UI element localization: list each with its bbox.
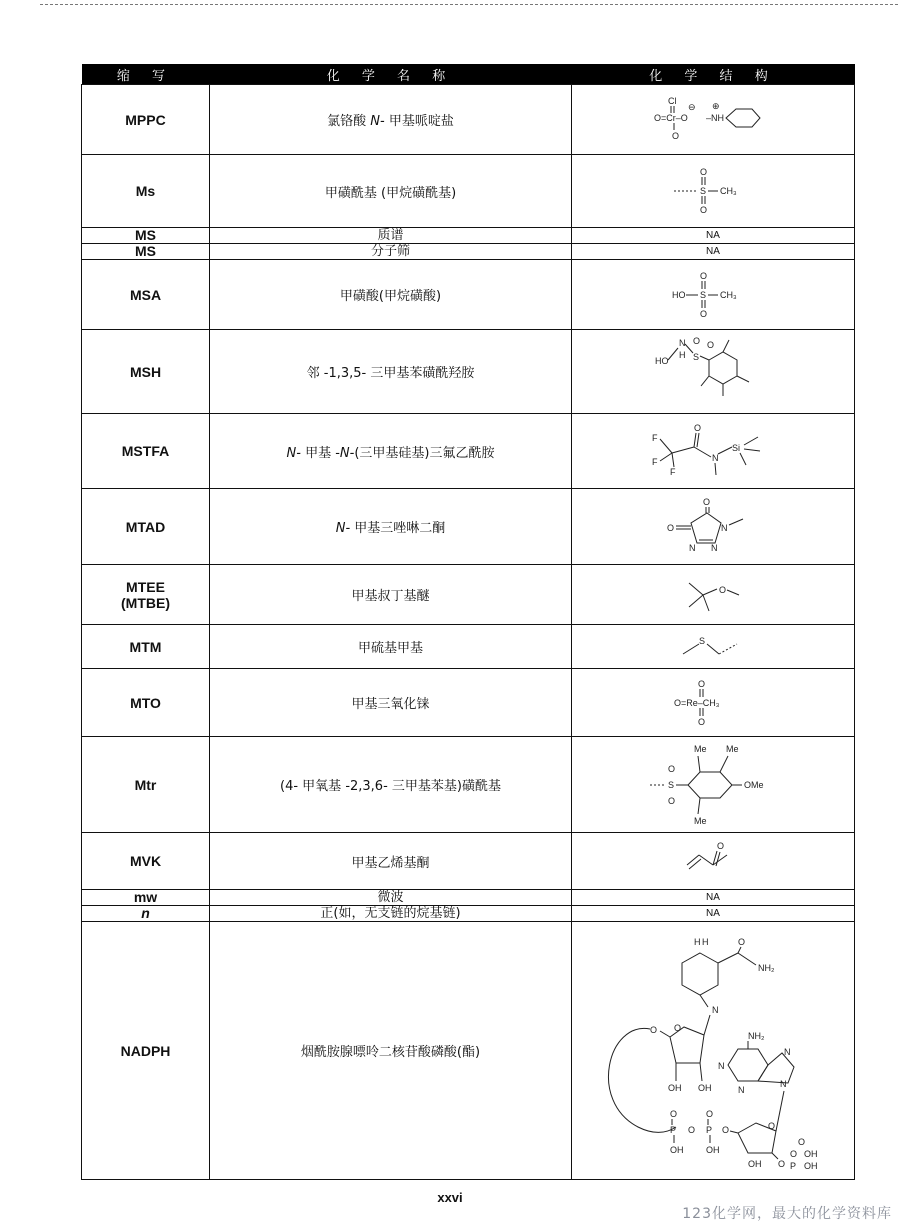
svg-text:O: O xyxy=(768,1120,776,1131)
svg-text:N: N xyxy=(712,1004,719,1015)
svg-text:O: O xyxy=(670,1108,678,1119)
svg-text:CH₃: CH₃ xyxy=(720,186,737,196)
table-row xyxy=(82,906,855,922)
svg-text:OH: OH xyxy=(670,1144,684,1155)
svg-text:OH: OH xyxy=(804,1148,818,1159)
svg-text:H: H xyxy=(694,936,701,947)
svg-text:N: N xyxy=(784,1046,791,1057)
svg-text:S: S xyxy=(668,779,675,790)
structure-mtr xyxy=(572,737,855,833)
table-row xyxy=(82,833,855,890)
table-row xyxy=(82,669,855,737)
svg-text:Cl: Cl xyxy=(668,95,677,106)
svg-text:O: O xyxy=(672,130,680,141)
svg-text:N: N xyxy=(721,522,728,533)
row-name: 甲磺酰基 (甲烷磺酰基) xyxy=(210,155,572,228)
svg-text:F: F xyxy=(670,467,676,477)
svg-text:F: F xyxy=(652,433,658,443)
svg-text:N: N xyxy=(738,1084,745,1095)
svg-text:O: O xyxy=(778,1158,786,1169)
row-abbr: MVK xyxy=(82,833,210,890)
row-abbr: MS xyxy=(82,228,210,244)
svg-text:O: O xyxy=(700,308,708,319)
svg-text:O: O xyxy=(738,936,746,947)
header-abbr: 缩 写 xyxy=(82,64,210,85)
row-abbr: NADPH xyxy=(82,922,210,1180)
row-name: (4- 甲氧基 -2,3,6- 三甲基苯基)磺酰基 xyxy=(210,737,572,833)
svg-text:N: N xyxy=(689,542,696,553)
structure-msh xyxy=(572,330,855,414)
svg-text:OH: OH xyxy=(706,1144,720,1155)
structure-mvk xyxy=(572,833,855,890)
row-abbr: MS xyxy=(82,244,210,260)
svg-text:OH: OH xyxy=(748,1158,762,1169)
row-name: 分子筛 xyxy=(210,244,572,260)
svg-text:P: P xyxy=(706,1124,713,1135)
svg-text:NH₂: NH₂ xyxy=(748,1030,765,1041)
svg-text:P: P xyxy=(790,1160,797,1171)
row-abbr: MTO xyxy=(82,669,210,737)
row-abbr: MSA xyxy=(82,260,210,330)
structure-mtad xyxy=(572,489,855,565)
row-name: 甲磺酸(甲烷磺酸) xyxy=(210,260,572,330)
svg-text:O: O xyxy=(688,1124,696,1135)
table-row xyxy=(82,922,855,1180)
table-row xyxy=(82,330,855,414)
svg-text:F: F xyxy=(652,457,658,467)
svg-text:S: S xyxy=(700,186,707,196)
structure-ms xyxy=(572,155,855,228)
svg-text:⊕: ⊕ xyxy=(712,100,720,111)
svg-text:O: O xyxy=(717,841,725,851)
row-name: 正(如，无支链的烷基链) xyxy=(210,906,572,922)
svg-text:O: O xyxy=(790,1148,798,1159)
svg-text:CH₃: CH₃ xyxy=(720,289,737,300)
table-row xyxy=(82,737,855,833)
svg-text:Me: Me xyxy=(694,743,707,754)
svg-text:O: O xyxy=(700,270,708,281)
row-abbr: MTM xyxy=(82,625,210,669)
row-name: 甲基三氧化铼 xyxy=(210,669,572,737)
svg-text:O: O xyxy=(707,339,715,350)
structure-msa xyxy=(572,260,855,330)
row-name: 甲硫基甲基 xyxy=(210,625,572,669)
svg-text:HO: HO xyxy=(672,289,686,300)
table-row xyxy=(82,155,855,228)
svg-text:O: O xyxy=(706,1108,714,1119)
svg-text:O=Re–CH₃: O=Re–CH₃ xyxy=(674,697,720,708)
svg-text:S: S xyxy=(700,289,707,300)
row-name: N- 甲基三唑啉二酮 xyxy=(210,489,572,565)
svg-text:–NH: –NH xyxy=(706,112,725,123)
svg-text:O: O xyxy=(700,167,708,177)
table-row xyxy=(82,414,855,489)
row-name: 邻 -1,3,5- 三甲基苯磺酰羟胺 xyxy=(210,330,572,414)
svg-text:H: H xyxy=(702,936,709,947)
structure-mtbe xyxy=(572,565,855,625)
svg-text:P: P xyxy=(670,1124,677,1135)
svg-text:N: N xyxy=(780,1078,787,1089)
svg-text:O: O xyxy=(703,496,711,507)
svg-text:O=Cr–O: O=Cr–O xyxy=(654,112,688,123)
svg-text:Me: Me xyxy=(694,815,707,826)
row-name: 微波 xyxy=(210,890,572,906)
row-structure-na: NA xyxy=(572,906,855,922)
row-structure-na: NA xyxy=(572,244,855,260)
svg-text:NH₂: NH₂ xyxy=(758,962,775,973)
svg-text:N: N xyxy=(712,453,719,463)
table-row xyxy=(82,890,855,906)
table-row xyxy=(82,489,855,565)
svg-text:O: O xyxy=(693,335,701,346)
row-structure-na: NA xyxy=(572,228,855,244)
svg-text:O: O xyxy=(698,716,706,727)
svg-text:OH: OH xyxy=(698,1082,712,1093)
svg-text:O: O xyxy=(667,522,675,533)
header-structure: 化 学 结 构 xyxy=(572,64,855,85)
table-row xyxy=(82,85,855,155)
scan-top-edge xyxy=(40,4,898,5)
row-abbr: MSTFA xyxy=(82,414,210,489)
row-abbr: MTAD xyxy=(82,489,210,565)
svg-text:⊖: ⊖ xyxy=(688,101,696,112)
row-abbr: Ms xyxy=(82,155,210,228)
table-row xyxy=(82,244,855,260)
structure-mppc xyxy=(572,85,855,155)
svg-text:O: O xyxy=(698,678,706,689)
row-abbr: MTEE (MTBE) xyxy=(82,565,210,625)
row-abbr: MPPC xyxy=(82,85,210,155)
table-header xyxy=(82,64,855,85)
row-name: 甲基乙烯基酮 xyxy=(210,833,572,890)
svg-text:N: N xyxy=(711,542,718,553)
table-row xyxy=(82,260,855,330)
svg-text:Si: Si xyxy=(732,443,741,453)
svg-text:O: O xyxy=(650,1024,658,1035)
table-row xyxy=(82,565,855,625)
abbreviation-table xyxy=(81,64,855,1180)
watermark: 123化学网，最大的化学资料库 xyxy=(682,1206,892,1222)
structure-mto xyxy=(572,669,855,737)
svg-text:O: O xyxy=(668,795,676,806)
structure-mtm xyxy=(572,625,855,669)
row-name: 氯铬酸 N- 甲基哌啶盐 xyxy=(210,85,572,155)
svg-text:OH: OH xyxy=(668,1082,682,1093)
svg-text:N: N xyxy=(718,1060,725,1071)
row-name: 烟酰胺腺嘌呤二核苷酸磷酸(酯) xyxy=(210,922,572,1180)
row-abbr: mw xyxy=(82,890,210,906)
svg-text:O: O xyxy=(668,763,676,774)
table-row xyxy=(82,228,855,244)
structure-mstfa xyxy=(572,414,855,489)
row-name: N- 甲基 -N-(三甲基硅基)三氟乙酰胺 xyxy=(210,414,572,489)
svg-text:O: O xyxy=(700,205,708,215)
row-name: 甲基叔丁基醚 xyxy=(210,565,572,625)
header-name: 化 学 名 称 xyxy=(210,64,572,85)
svg-text:S: S xyxy=(699,635,706,646)
table-row xyxy=(82,625,855,669)
svg-text:HO: HO xyxy=(655,355,669,366)
structure-nadph xyxy=(572,922,855,1180)
svg-text:O: O xyxy=(722,1124,730,1135)
row-abbr: MSH xyxy=(82,330,210,414)
page-number: xxvi xyxy=(437,1190,463,1205)
svg-text:H: H xyxy=(679,349,686,360)
svg-text:N: N xyxy=(679,337,686,348)
svg-text:O: O xyxy=(694,423,702,433)
row-name: 质谱 xyxy=(210,228,572,244)
row-abbr: n xyxy=(82,906,210,922)
svg-text:O: O xyxy=(719,584,727,595)
svg-text:O: O xyxy=(674,1022,682,1033)
svg-text:OMe: OMe xyxy=(744,779,764,790)
svg-text:Me: Me xyxy=(726,743,739,754)
svg-text:O: O xyxy=(798,1136,806,1147)
svg-text:S: S xyxy=(693,351,700,362)
row-structure-na: NA xyxy=(572,890,855,906)
row-abbr: Mtr xyxy=(82,737,210,833)
svg-text:OH: OH xyxy=(804,1160,818,1171)
